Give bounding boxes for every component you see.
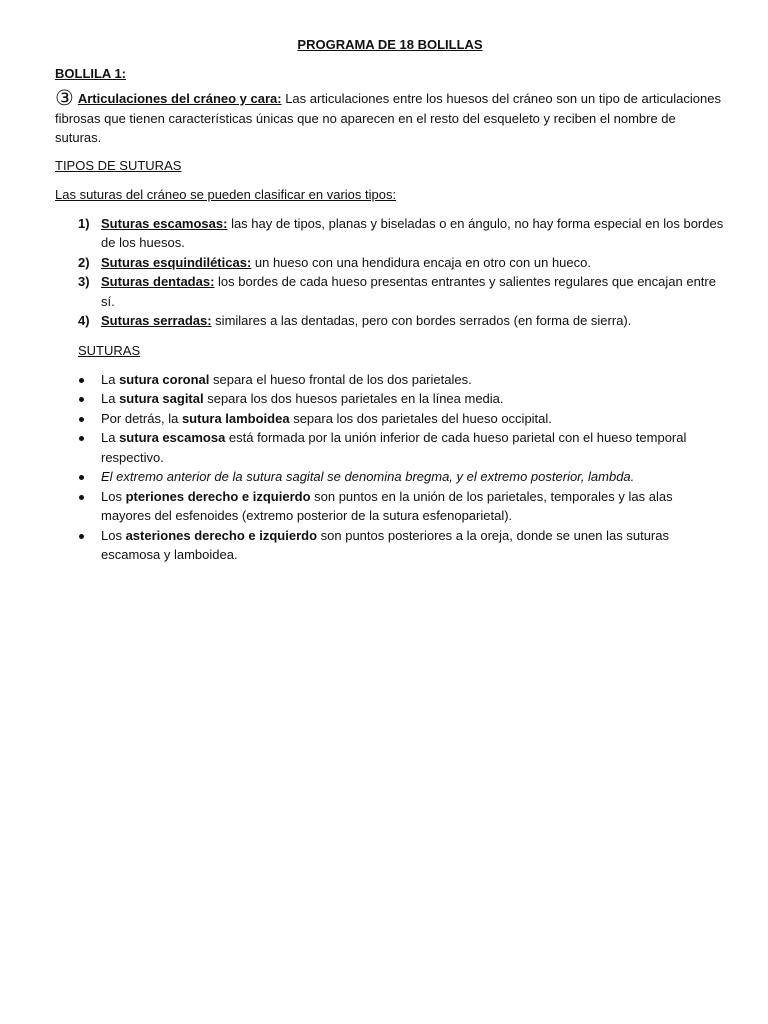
item-text: son puntos posteriores a la oreja, donde se unen las suturas escamosa y lamboidea. xyxy=(101,527,669,562)
bullet-icon xyxy=(79,397,84,402)
item-text: La xyxy=(101,430,120,445)
bullet-icon xyxy=(79,436,84,441)
list-item xyxy=(55,389,725,409)
sutura-description: las hay de tipos, planas y biseladas o en ángulo, no hay forma especial en los bordes de los huesos. xyxy=(101,215,724,250)
item-text: Los xyxy=(101,488,126,504)
item-text: Por detrás, la xyxy=(101,410,182,426)
tipos-heading: TIPOS DE SUTURAS xyxy=(55,157,182,173)
list-number: 2) xyxy=(78,254,90,270)
bullet-icon xyxy=(79,378,84,383)
intro-paragraph xyxy=(55,86,725,148)
item-text: está formada por la unión inferior de cada hueso parietal con el hueso temporal respectivo. xyxy=(101,430,687,465)
list-item xyxy=(55,253,725,273)
intro-heading: Articulaciones del cráneo y cara: xyxy=(77,91,282,106)
sutura-description: los bordes de cada hueso presentas entrantes y salientes regulares que encajan entre sí. xyxy=(101,274,716,309)
tipos-list xyxy=(55,214,725,331)
sutura-term: Suturas dentadas: xyxy=(101,274,215,289)
list-number: 4) xyxy=(78,313,90,328)
bullet-icon xyxy=(79,534,84,539)
item-text: son puntos en la unión de los parietales, temporales y las alas mayores del esfenoides (extremo posterior de la sutura esfenoparietal). xyxy=(101,488,673,523)
list-item xyxy=(55,526,725,565)
list-item xyxy=(55,467,725,487)
item-term: sutura escamosa xyxy=(119,430,226,445)
item-text: Los xyxy=(101,527,126,543)
sutura-term: Suturas escamosas: xyxy=(101,215,228,231)
item-term: sutura coronal xyxy=(119,371,210,387)
item-term: pteriones derecho e izquierdo xyxy=(125,488,311,504)
list-item xyxy=(55,409,725,429)
suturas-heading: SUTURAS xyxy=(78,342,141,358)
document-page xyxy=(55,36,725,565)
item-italic-text: El extremo anterior de la sutura sagital se denomina bregma, y el extremo posterior, lambda. xyxy=(101,469,635,484)
circled-number-three-icon: ③ xyxy=(55,86,74,110)
list-item xyxy=(55,311,725,331)
list-item xyxy=(55,487,725,526)
item-term: sutura lamboidea xyxy=(181,410,290,426)
item-term: sutura sagital xyxy=(119,391,204,406)
item-text: La xyxy=(101,391,120,406)
item-text: La xyxy=(101,371,120,387)
item-text: separa los dos parietales del hueso occipital. xyxy=(289,410,552,426)
item-text: separa el hueso frontal de los dos parietales. xyxy=(209,371,472,387)
list-number: 1) xyxy=(78,215,90,231)
list-item xyxy=(55,214,725,253)
list-number: 3) xyxy=(78,274,90,289)
bullet-icon xyxy=(79,495,84,500)
bullet-icon xyxy=(79,475,84,480)
item-term: asteriones derecho e izquierdo xyxy=(125,527,318,543)
bolilla-heading: BOLLILA 1: xyxy=(55,66,127,81)
bullet-icon xyxy=(79,417,84,422)
item-text: separa los dos huesos parietales en la línea media. xyxy=(203,391,504,406)
tipos-lead: Las suturas del cráneo se pueden clasificar en varios tipos: xyxy=(55,186,397,202)
list-item xyxy=(55,428,725,467)
sutura-term: Suturas serradas: xyxy=(101,313,212,328)
sutura-description: un hueso con una hendidura encaja en otro con un hueco. xyxy=(251,254,591,270)
intro-text: Las articulaciones entre los huesos del cráneo son un tipo de articulaciones fibrosas que tienen características únicas que no aparecen en el resto del esqueleto y reciben el nombre de suturas. xyxy=(55,91,721,145)
list-item xyxy=(55,370,725,390)
sutura-term: Suturas esquindiléticas: xyxy=(101,254,252,270)
suturas-list xyxy=(55,370,725,565)
list-item xyxy=(55,272,725,311)
sutura-description: similares a las dentadas, pero con bordes serrados (en forma de sierra). xyxy=(211,313,632,328)
document-title: PROGRAMA DE 18 BOLILLAS xyxy=(297,37,483,52)
